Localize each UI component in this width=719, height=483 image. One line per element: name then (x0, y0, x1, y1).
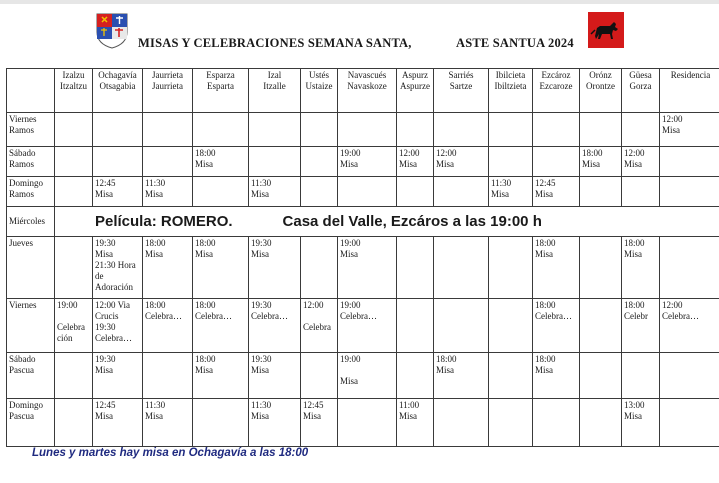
schedule-cell (580, 299, 622, 353)
cell-line: Jueves (9, 238, 33, 248)
cell-line: 13:00 (624, 400, 645, 410)
cell-line: Izal (267, 70, 282, 80)
cell-line: Misa (95, 411, 113, 421)
cell-line: Ustaize (305, 81, 333, 91)
cell-line: 19:00 (340, 300, 361, 310)
schedule-cell (622, 353, 660, 399)
schedule-cell (249, 147, 301, 177)
cell-line: Misa (340, 159, 358, 169)
schedule-cell (338, 299, 397, 353)
cell-line: Sarriés (448, 70, 474, 80)
footer-note: Lunes y martes hay misa en Ochagavía a las 18:00 (32, 447, 309, 459)
row-label (7, 113, 55, 147)
schedule-cell (434, 177, 489, 207)
schedule-cell (93, 353, 143, 399)
cell-line: Ramos (9, 189, 35, 199)
column-header (301, 69, 338, 113)
cell-line: Izalzu (62, 70, 85, 80)
schedule-cell (489, 147, 533, 177)
cell-line: 12:45 (535, 178, 556, 188)
schedule-cell (55, 399, 93, 447)
cell-line: Misa (195, 249, 213, 259)
cell-line: Celebra… (145, 311, 182, 321)
cell-line: Aspurz (402, 70, 428, 80)
cell-line: Ustés (309, 70, 329, 80)
schedule-cell (434, 299, 489, 353)
cell-line: Misa (340, 376, 358, 386)
schedule-cell (301, 113, 338, 147)
schedule-cell (533, 399, 580, 447)
schedule-cell (434, 147, 489, 177)
valley-flag-wolf-icon (588, 12, 624, 48)
schedule-cell (533, 299, 580, 353)
schedule-cell (338, 113, 397, 147)
schedule-cell (193, 237, 249, 299)
cell-line: 11:30 (491, 178, 512, 188)
cell-line: Misa (535, 249, 553, 259)
schedule-row (7, 177, 719, 207)
cell-line: 19:30 (95, 322, 116, 332)
column-header (193, 69, 249, 113)
schedule-cell (660, 113, 719, 147)
cell-line: Güesa (629, 70, 652, 80)
schedule-row (7, 399, 719, 447)
cell-line: Ramos (9, 159, 35, 169)
cell-line: Misa (251, 411, 269, 421)
column-header (397, 69, 434, 113)
cell-line: Domingo (9, 178, 44, 188)
schedule-cell (55, 177, 93, 207)
cell-line: Jaurrieta (152, 70, 183, 80)
cell-line: Residencia (670, 70, 711, 80)
cell-line: Viernes (9, 114, 37, 124)
schedule-cell (580, 177, 622, 207)
cell-line: Misa (145, 189, 163, 199)
schedule-cell (249, 353, 301, 399)
row-label (7, 399, 55, 447)
schedule-cell (93, 177, 143, 207)
schedule-cell (338, 147, 397, 177)
row-label (7, 177, 55, 207)
schedule-cell (193, 113, 249, 147)
cell-line: Misa (340, 249, 358, 259)
schedule-cell (434, 353, 489, 399)
schedule-cell (397, 299, 434, 353)
schedule-cell (489, 299, 533, 353)
cell-line: 11:30 (145, 178, 166, 188)
cell-line: 18:00 (582, 148, 603, 158)
schedule-table (6, 68, 719, 447)
cell-line: Aspurze (400, 81, 430, 91)
schedule-row (7, 147, 719, 177)
cell-line: Misa (624, 159, 642, 169)
schedule-cell (143, 353, 193, 399)
cell-line: 12:00 (662, 300, 683, 310)
schedule-cell (143, 113, 193, 147)
cell-line: Misa (582, 159, 600, 169)
schedule-cell (533, 113, 580, 147)
cell-line: Ezcároz (541, 70, 571, 80)
cell-line: Misa (195, 159, 213, 169)
cell-line: 19:30 (251, 238, 272, 248)
cell-line: Itzaltzu (60, 81, 87, 91)
cell-line: 18:00 (195, 148, 216, 158)
cell-line: Celebra… (340, 311, 377, 321)
cell-line: 12:45 (95, 400, 116, 410)
cell-line: Celebra… (95, 333, 132, 343)
column-header (249, 69, 301, 113)
column-header (660, 69, 719, 113)
cell-line: Misa (436, 365, 454, 375)
schedule-cell (143, 237, 193, 299)
column-header (489, 69, 533, 113)
cell-line: 12:00 Via (95, 300, 131, 310)
cell-line: Crucis (95, 311, 119, 321)
schedule-cell (301, 299, 338, 353)
schedule-cell (660, 299, 719, 353)
schedule-cell (93, 113, 143, 147)
cell-line: Celebra… (535, 311, 572, 321)
schedule-cell (301, 237, 338, 299)
cell-line: Misa (95, 249, 113, 259)
schedule-cell (55, 299, 93, 353)
schedule-cell (489, 177, 533, 207)
cell-line: Celebra… (251, 311, 288, 321)
schedule-cell (580, 399, 622, 447)
column-header (143, 69, 193, 113)
schedule-cell (301, 353, 338, 399)
schedule-cell (397, 237, 434, 299)
schedule-cell (249, 399, 301, 447)
cell-line: 18:00 (535, 300, 556, 310)
schedule-cell (93, 399, 143, 447)
cell-line: Itzalle (263, 81, 286, 91)
cell-line: Orónz (589, 70, 612, 80)
cell-line: Pascua (9, 411, 34, 421)
cell-line: Celebra (303, 322, 331, 332)
cell-line: Misa (535, 189, 553, 199)
schedule-cell (249, 299, 301, 353)
cell-line: Ibiltzieta (494, 81, 527, 91)
cell-line: 19:30 (251, 354, 272, 364)
schedule-cell (660, 399, 719, 447)
cell-line: Jaurrieta (152, 81, 183, 91)
cell-line: 18:00 (145, 300, 166, 310)
cell-line: 19:00 (340, 148, 361, 158)
schedule-cell (193, 299, 249, 353)
cell-line (303, 311, 335, 322)
cell-line: 18:00 (535, 238, 556, 248)
cell-line: 19:00 (340, 354, 361, 364)
schedule-cell (434, 237, 489, 299)
schedule-row (7, 237, 719, 299)
schedule-cell (55, 353, 93, 399)
schedule-cell (143, 299, 193, 353)
cell-line: 11:30 (251, 400, 272, 410)
cell-line (57, 311, 90, 322)
schedule-cell (193, 399, 249, 447)
cell-line: 18:00 (624, 238, 645, 248)
schedule-cell (301, 399, 338, 447)
cell-line: Celebra… (662, 311, 699, 321)
schedule-cell (193, 177, 249, 207)
cell-line: 18:00 (436, 354, 457, 364)
schedule-cell (193, 147, 249, 177)
cell-line: Misa (399, 411, 417, 421)
schedule-cell (580, 237, 622, 299)
column-header (93, 69, 143, 113)
schedule-cell (397, 113, 434, 147)
schedule-cell (489, 113, 533, 147)
cell-line: Misa (251, 365, 269, 375)
cell-line: 18:00 (145, 238, 166, 248)
cell-line: Domingo (9, 400, 44, 410)
cell-line: Miércoles (9, 216, 45, 226)
schedule-cell (533, 237, 580, 299)
schedule-cell (397, 353, 434, 399)
schedule-cell (143, 147, 193, 177)
schedule-cell (55, 147, 93, 177)
navarra-shield-icon (95, 12, 129, 50)
cell-line: Ochagavía (98, 70, 137, 80)
cell-line: Misa (95, 189, 113, 199)
cell-line: 19:00 (57, 300, 78, 310)
schedule-cell (580, 147, 622, 177)
cell-line: Gorza (629, 81, 652, 91)
schedule-row (7, 113, 719, 147)
cell-line: Misa (145, 411, 163, 421)
schedule-row (7, 299, 719, 353)
row-label (7, 207, 55, 237)
cell-line: Navascués (347, 70, 387, 80)
cell-line (340, 365, 394, 376)
cell-line: 11:00 (399, 400, 420, 410)
schedule-cell (622, 299, 660, 353)
cell-line: Sábado (9, 354, 36, 364)
cell-line: Sábado (9, 148, 36, 158)
cell-line: Sartze (449, 81, 473, 91)
schedule-cell (622, 147, 660, 177)
cell-line: 19:00 (340, 238, 361, 248)
schedule-cell (338, 237, 397, 299)
cell-line: Misa (624, 411, 642, 421)
schedule-cell (249, 237, 301, 299)
schedule-cell (338, 399, 397, 447)
cell-line: Celebr (624, 311, 648, 321)
schedule-cell (249, 113, 301, 147)
cell-line: Misa (145, 249, 163, 259)
cell-line: 12:00 (303, 300, 324, 310)
row-label (7, 147, 55, 177)
schedule-cell (622, 177, 660, 207)
schedule-cell (338, 353, 397, 399)
cell-line: Ibilcieta (495, 70, 526, 80)
schedule-cell (55, 113, 93, 147)
cell-line: Ramos (9, 125, 35, 135)
cell-line: Ezcaroze (539, 81, 573, 91)
cell-line: Misa (251, 189, 269, 199)
cell-line: 18:00 (195, 300, 216, 310)
cell-line: 12:00 (662, 114, 683, 124)
schedule-row (7, 207, 719, 237)
cell-line: 21:30 Hora (95, 260, 136, 270)
schedule-cell (622, 399, 660, 447)
schedule-cell (193, 353, 249, 399)
schedule-cell (249, 177, 301, 207)
row-label (7, 299, 55, 353)
cell-line: Misa (251, 249, 269, 259)
top-edge-bar (0, 0, 719, 4)
column-header (622, 69, 660, 113)
cell-line: Viernes (9, 300, 37, 310)
cell-line: Misa (535, 365, 553, 375)
page-title: MISAS Y CELEBRACIONES SEMANA SANTA, (138, 36, 412, 50)
cell-line: Esparta (207, 81, 234, 91)
row-label (7, 237, 55, 299)
cell-line: Misa (303, 411, 321, 421)
cell-line: 11:30 (145, 400, 166, 410)
cell-line: Misa (436, 159, 454, 169)
schedule-cell (93, 147, 143, 177)
column-header (55, 69, 93, 113)
cell-line: Adoración (95, 282, 133, 292)
column-header (580, 69, 622, 113)
schedule-cell (660, 147, 719, 177)
cell-line: Misa (491, 189, 509, 199)
schedule-cell (622, 237, 660, 299)
page-title-basque: ASTE SANTUA 2024 (456, 36, 574, 50)
schedule-cell (93, 237, 143, 299)
cell-line: 18:00 (195, 354, 216, 364)
column-header (533, 69, 580, 113)
schedule-cell (660, 177, 719, 207)
cell-line: Orontze (586, 81, 615, 91)
schedule-cell (397, 177, 434, 207)
schedule-cell (434, 399, 489, 447)
cell-line: Celebra… (195, 311, 232, 321)
schedule-cell (489, 399, 533, 447)
schedule-cell (489, 353, 533, 399)
column-header (434, 69, 489, 113)
schedule-cell (301, 177, 338, 207)
cell-line: 12:45 (303, 400, 324, 410)
film-banner (55, 207, 719, 237)
cell-line: Misa (624, 249, 642, 259)
cell-line: 18:00 (195, 238, 216, 248)
schedule-cell (434, 113, 489, 147)
cell-line: de (95, 271, 104, 281)
cell-line: 19:30 (95, 354, 116, 364)
schedule-cell (93, 299, 143, 353)
schedule-cell (489, 237, 533, 299)
header-row (7, 69, 719, 113)
film-venue-time: Casa del Valle, Ezcáros a las 19:00 h (282, 213, 542, 230)
schedule-cell (397, 147, 434, 177)
cell-line: 19:30 (251, 300, 272, 310)
cell-line: Misa (399, 159, 417, 169)
schedule-cell (622, 113, 660, 147)
corner-cell (7, 69, 55, 113)
cell-line: Celebra (57, 322, 85, 332)
cell-line: 12:45 (95, 178, 116, 188)
cell-line: Otsagabia (99, 81, 136, 91)
cell-line: Misa (662, 125, 680, 135)
cell-line: Pascua (9, 365, 34, 375)
cell-line: 19:30 (95, 238, 116, 248)
schedule-cell (143, 177, 193, 207)
cell-line: 12:00 (624, 148, 645, 158)
schedule-cell (580, 353, 622, 399)
schedule-cell (533, 353, 580, 399)
cell-line: ción (57, 333, 73, 343)
schedule-cell (338, 177, 397, 207)
column-header (338, 69, 397, 113)
film-title: Película: ROMERO. (95, 213, 233, 230)
cell-line: 18:00 (624, 300, 645, 310)
cell-line: Esparza (206, 70, 235, 80)
schedule-cell (660, 237, 719, 299)
schedule-cell (397, 399, 434, 447)
cell-line: 18:00 (535, 354, 556, 364)
schedule-cell (301, 147, 338, 177)
schedule-cell (143, 399, 193, 447)
schedule-cell (55, 237, 93, 299)
schedule-row (7, 353, 719, 399)
cell-line: 11:30 (251, 178, 272, 188)
cell-line: Misa (195, 365, 213, 375)
schedule-cell (580, 113, 622, 147)
schedule-cell (533, 177, 580, 207)
schedule-cell (533, 147, 580, 177)
row-label (7, 353, 55, 399)
schedule-cell (660, 353, 719, 399)
cell-line: Navaskoze (347, 81, 387, 91)
cell-line: 12:00 (436, 148, 457, 158)
cell-line: 12:00 (399, 148, 420, 158)
cell-line: Misa (95, 365, 113, 375)
